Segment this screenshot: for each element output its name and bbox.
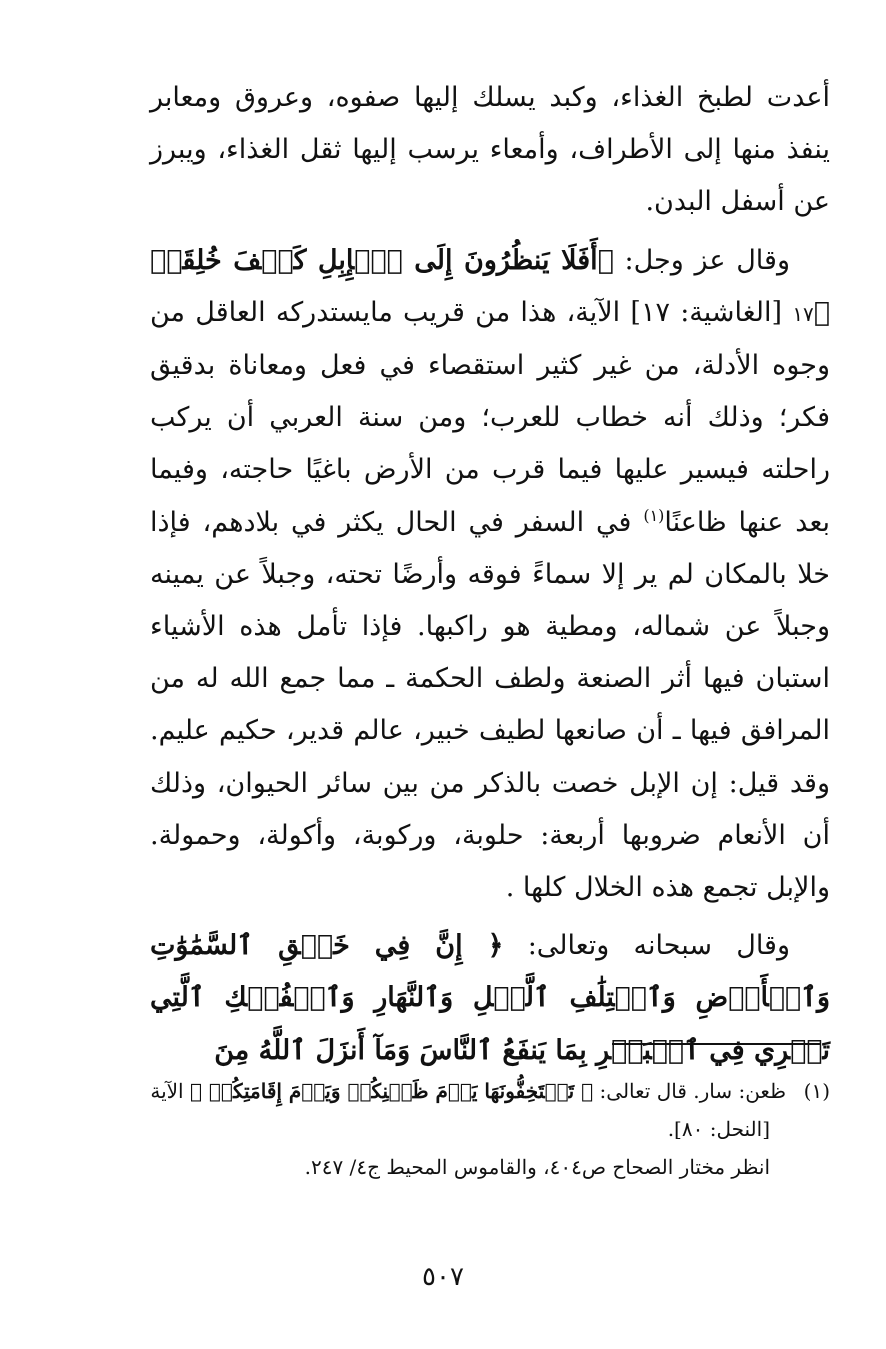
footnote-1-text: ظعن: سار. قال تعالى:: [593, 1079, 786, 1103]
paragraph-3-intro: وقال سبحانه وتعالى:: [503, 930, 790, 962]
page-number: ٥٠٧: [422, 1262, 464, 1292]
paragraph-1: [150, 72, 830, 229]
paragraph-1-text: أعدت لطبخ الغذاء، وكبد يسلك إليها صفوه، وعروق ومعابر ينفذ منها إلى الأطراف، وأمعاء يرسب إليها ثقل الغذاء، ويبرز عن أسفل البدن.: [150, 82, 830, 218]
main-text: [150, 72, 830, 1083]
quran-verse-baqara: ﴿ إِنَّ فِي خَلۡقِ ٱلسَّمَٰوَٰتِ وَٱلۡأَرۡضِ وَٱخۡتِلَٰفِ ٱلَّيۡلِ وَٱلنَّهَارِ وَٱلۡفُلۡكِ ٱلَّتِي تَجۡرِي فِي ٱلۡبَحۡرِ بِمَا يَنفَعُ ٱلنَّاسَ وَمَآ أَنزَلَ ٱللَّهُ مِنَ: [150, 930, 830, 1066]
paragraph-2-intro: وقال عز وجل:: [613, 244, 790, 276]
footnotes: [150, 1072, 830, 1186]
footnote-1-line-2: [النحل: ٨٠].: [667, 1117, 770, 1141]
ayah-number: ١٧: [792, 301, 814, 326]
footnote-reference[interactable]: (١): [643, 505, 665, 525]
paragraph-3: [150, 920, 830, 1077]
paragraph-2: [150, 235, 830, 915]
quran-verse-ghashiya: ﴿أَفَلَا يَنظُرُونَ إِلَى ٱلۡإِبِلِ كَيۡفَ خُلِقَتۡ ﴾: [150, 244, 830, 328]
footnote-quran-verse: ﴿ تَسۡتَخِفُّونَهَا يَوۡمَ ظَعۡنِكُمۡ وَيَوۡمَ إِقَامَتِكُمۡ ﴾: [189, 1079, 594, 1103]
paragraph-2-text-a: [الغاشية: ١٧] الآية، هذا من قريب مايستدركه العاقل من وجوه الأدلة، من غير كثير استقصاء في فعل ومعاناة بدقيق فكر؛ وذلك أنه خطاب للعرب؛ ومن سنة العربي أن يركب راحلته فيسير عليها فيما قرب من الأرض باغيًا حاجته، وفيما بعد عنها ظاعنًا: [150, 296, 830, 538]
footnote-divider: [612, 1043, 820, 1045]
footnote-marker: (١): [803, 1079, 830, 1103]
footnote-1-end: الآية: [150, 1079, 190, 1103]
footnote-1-line-3: انظر مختار الصحاح ص٤٠٤، والقاموس المحيط ج٤/ ٢٤٧.: [304, 1155, 770, 1179]
paragraph-2-text-b: في السفر في الحال يكثر في بلادهم، فإذا خلا بالمكان لم ير إلا سماءً فوقه وأرضًا تحته، وجبلاً عن يمينه وجبلاً عن شماله، ومطية هو راكبها. فإذا تأمل هذه الأشياء استبان فيها أثر الصنعة ولطف الحكمة ـ مما جمع الله له من المرافق فيها ـ أن صانعها لطيف خبير، عالم قدير، حكيم عليم. وقد قيل: إن الإبل خصت بالذكر من بين سائر الحيوان، وذلك أن الأنعام ضروبها أربعة: حلوبة، وركوبة، وأكولة، وحمولة. والإبل تجمع هذه الخلال كلها .: [150, 506, 830, 904]
footnote-1-line-1: [150, 1072, 830, 1110]
